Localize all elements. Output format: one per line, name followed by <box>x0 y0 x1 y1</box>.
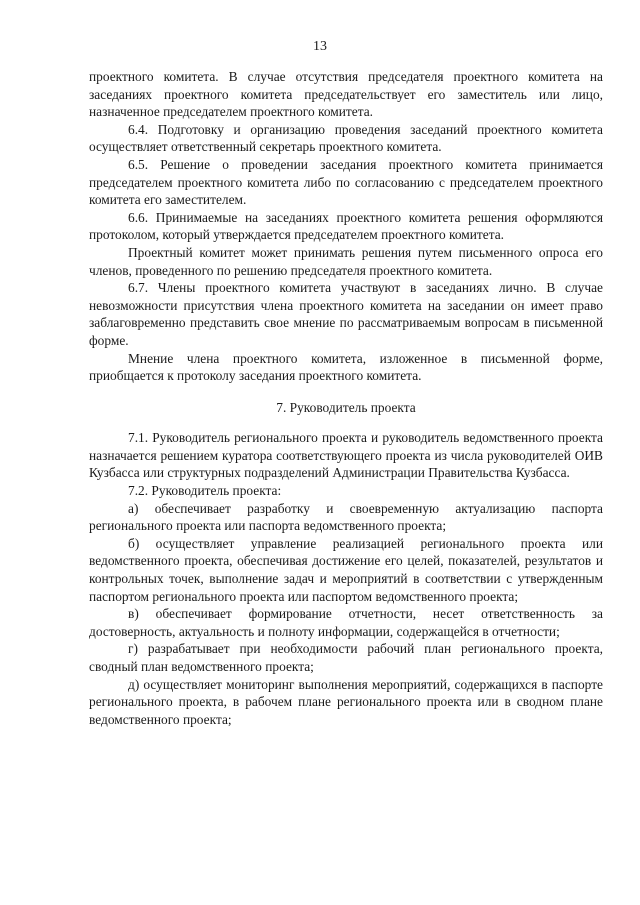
list-item: в) обеспечивает формирование отчетности, несет ответственность за достоверность, актуальность и полноту информации, содержащейся в отчетности; <box>89 606 603 639</box>
paragraph: 7.2. Руководитель проекта: <box>128 483 282 499</box>
paragraph: 7.1. Руководитель регионального проекта и руководитель ведомственного проекта назначается решением куратора соответствующего проекта из числа руководителей ОИВ Кузбасса или структурных подразделений Администрации Правительства Кузбасса. <box>89 430 603 481</box>
paragraph: Проектный комитет может принимать решения путем письменного опроса его членов, проведенного по решению председателя проектного комитета. <box>89 244 603 278</box>
paragraph: Мнение члена проектного комитета, изложенное в письменной форме, приобщается к протоколу заседания проектного комитета. <box>89 350 603 384</box>
list-item: д) осуществляет мониторинг выполнения мероприятий, содержащихся в паспорте регионального проекта, в рабочем плане регионального проекта или в сводном плане ведомственного проекта; <box>89 676 603 727</box>
paragraph: 6.5. Решение о проведении заседания проектного комитета принимается председателем проектного комитета либо по согласованию с председателем проектного комитета его заместителем. <box>89 156 603 208</box>
page-number: 13 <box>313 39 327 54</box>
list-item: г) разрабатывает при необходимости рабочий план регионального проекта, сводный план ведомственного проекта; <box>89 641 603 674</box>
paragraph: 6.7. Члены проектного комитета участвуют в заседаниях лично. В случае невозможности присутствия члена проектного комитета на заседании он имеет право заблаговременно представить свое мнение по рассматриваемым вопросам в письменной форме. <box>89 280 603 348</box>
list-item: б) осуществляет управление реализацией регионального проекта или ведомственного проекта, обеспечивая достижение его целей, показателей, результатов и контрольных точек, выполнение задач и мероприятий в соответствии с утвержденным паспортом регионального проекта или паспортом ведомственного проекта; <box>89 535 603 604</box>
list-item: а) обеспечивает разработку и своевременную актуализацию паспорта регионального проекта или паспорта ведомственного проекта; <box>89 500 603 534</box>
paragraph: проектного комитета. В случае отсутствия председателя проектного комитета на заседаниях проектного комитета председательствует его заместитель или лицо, назначенное председателем проектного комитета. <box>89 69 603 120</box>
section-heading: 7. Руководитель проекта <box>276 399 416 415</box>
paragraph: 6.4. Подготовку и организацию проведения заседаний проектного комитета осуществляет ответственный секретарь проектного комитета. <box>89 121 603 155</box>
paragraph: 6.6. Принимаемые на заседаниях проектного комитета решения оформляются протоколом, который утверждается председателем проектного комитета. <box>89 209 603 243</box>
document-body <box>89 68 603 728</box>
